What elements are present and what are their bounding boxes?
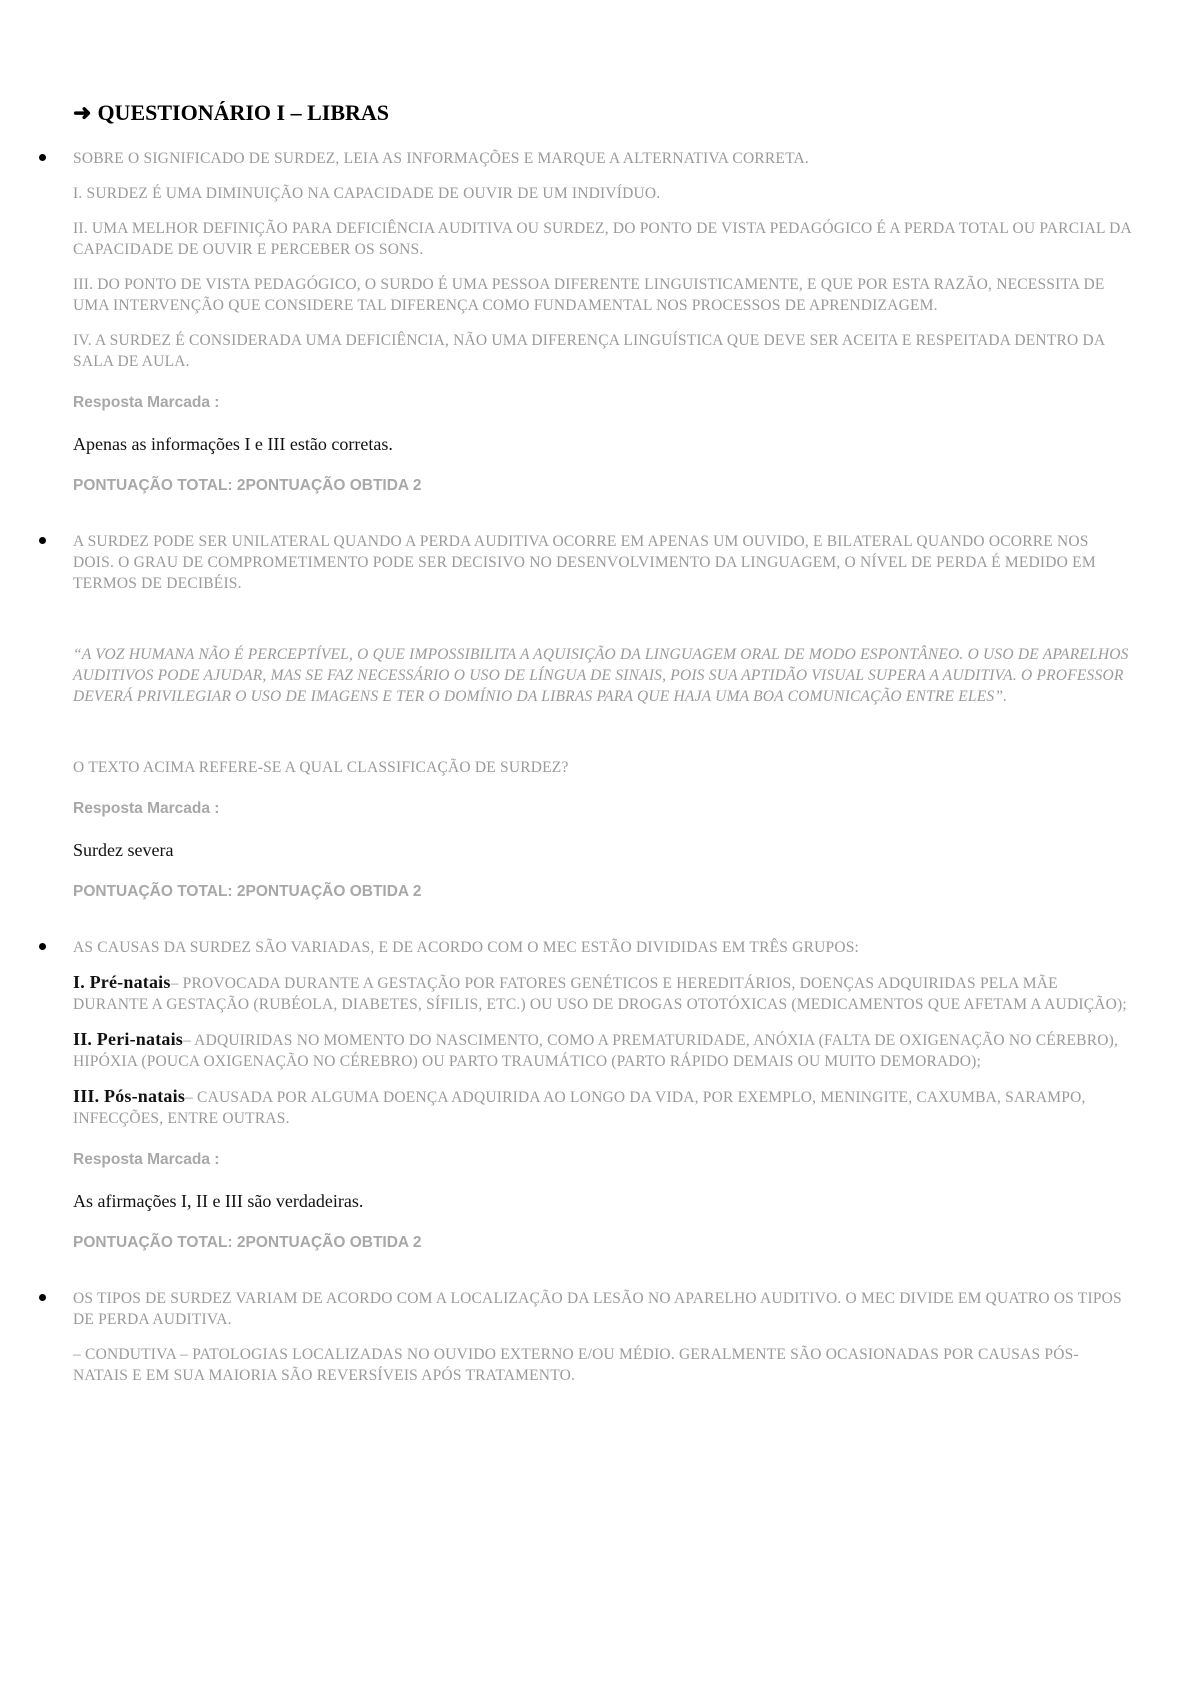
arrow-right-icon: ➜ (73, 100, 92, 125)
question-1-item-2: II. UMA MELHOR DEFINIÇÃO PARA DEFICIÊNCIA AUDITIVA OU SURDEZ, DO PONTO DE VISTA PEDAGÓGICO É A PERDA TOTAL OU PARCIAL DA CAPACIDADE DE OUVIR E PERCEBER OS SONS. (73, 220, 1132, 259)
question-1-item-1: I. SURDEZ É UMA DIMINUIÇÃO NA CAPACIDADE DE OUVIR DE UM INDIVÍDUO. (73, 185, 661, 203)
cause-name: III. Pós-natais (73, 1086, 186, 1107)
question-2-score: PONTUAÇÃO TOTAL: 2PONTUAÇÃO OBTIDA 2 (73, 883, 422, 901)
cause-name: I. Pré-natais (73, 972, 171, 993)
cause-text: – ADQUIRIDAS NO MOMENTO DO NASCIMENTO, COMO A PREMATURIDADE, ANÓXIA (FALTA DE OXIGENAÇÃO NO CÉREBRO), HIPÓXIA (POUCA OXIGENAÇÃO NO CÉREBRO) OU PARTO TRAUMÁTICO (PARTO RÁPIDO DEMAIS OU MUITO DEMORADO); (73, 1032, 1119, 1071)
bullet-icon (39, 154, 46, 161)
page-title (73, 100, 1133, 126)
question-3-score: PONTUAÇÃO TOTAL: 2PONTUAÇÃO OBTIDA 2 (73, 1234, 422, 1252)
question-2-answer: Surdez severa (73, 840, 174, 861)
question-2-quote: “A VOZ HUMANA NÃO É PERCEPTÍVEL, O QUE IMPOSSIBILITA A AQUISIÇÃO DA LINGUAGEM ORAL DE MODO ESPONTÂNEO. O USO DE APARELHOS AUDITIVOS PODE AJUDAR, MAS SE FAZ NECESSÁRIO O USO DE LÍNGUA DE SINAIS, POIS SUA APTIDÃO VISUAL SUPERA A AUDITIVA. O PROFESSOR DEVERÁ PRIVILEGIAR O USO DE IMAGENS E TER O DOMÍNIO DA LIBRAS PARA QUE HAJA UMA BOA COMUNICAÇÃO ENTRE ELES”. (73, 646, 1129, 706)
question-4-intro: OS TIPOS DE SURDEZ VARIAM DE ACORDO COM A LOCALIZAÇÃO DA LESÃO NO APARELHO AUDITIVO. O MEC DIVIDE EM QUATRO OS TIPOS DE PERDA AUDITIVA. (73, 1290, 1122, 1329)
cause-name: II. Peri-natais (73, 1029, 183, 1050)
question-1-item-4: IV. A SURDEZ É CONSIDERADA UMA DEFICIÊNCIA, NÃO UMA DIFERENÇA LINGUÍSTICA QUE DEVE SER ACEITA E RESPEITADA DENTRO DA SALA DE AULA. (73, 332, 1105, 371)
question-3-answer-label: Resposta Marcada : (73, 1151, 220, 1169)
question-4 (73, 1288, 1133, 1386)
question-1-answer-label: Resposta Marcada : (73, 394, 220, 412)
question-2-answer-label: Resposta Marcada : (73, 800, 220, 818)
document-page (73, 100, 1133, 1400)
question-2-question: O TEXTO ACIMA REFERE-SE A QUAL CLASSIFICAÇÃO DE SURDEZ? (73, 759, 569, 777)
cause-text: – CAUSADA POR ALGUMA DOENÇA ADQUIRIDA AO LONGO DA VIDA, POR EXEMPLO, MENINGITE, CAXUMBA, SARAMPO, INFECÇÕES, ENTRE OUTRAS. (73, 1089, 1086, 1128)
page-title-text: QUESTIONÁRIO I – LIBRAS (97, 100, 390, 125)
bullet-icon (39, 1294, 46, 1301)
cause-text: – PROVOCADA DURANTE A GESTAÇÃO POR FATORES GENÉTICOS E HEREDITÁRIOS, DOENÇAS ADQUIRIDAS PELA MÃE DURANTE A GESTAÇÃO (RUBÉOLA, DIABETES, SÍFILIS, ETC.) OU USO DE DROGAS OTOTÓXICAS (MEDICAMENTOS QUE AFETAM A AUDIÇÃO); (73, 975, 1127, 1014)
question-2-intro: A SURDEZ PODE SER UNILATERAL QUANDO A PERDA AUDITIVA OCORRE EM APENAS UM OUVIDO, E BILATERAL QUANDO OCORRE NOS DOIS. O GRAU DE COMPROMETIMENTO PODE SER DECISIVO NO DESENVOLVIMENTO DA LINGUAGEM, O NÍVEL DE PERDA É MEDIDO EM TERMOS DE DECIBÉIS. (73, 533, 1096, 593)
question-3-cause-1 (73, 972, 1133, 1015)
question-1-item-3: III. DO PONTO DE VISTA PEDAGÓGICO, O SURDO É UMA PESSOA DIFERENTE LINGUISTICAMENTE, E QUE POR ESTA RAZÃO, NECESSITA DE UMA INTERVENÇÃO QUE CONSIDERE TAL DIFERENÇA COMO FUNDAMENTAL NOS PROCESSOS DE APRENDIZAGEM. (73, 276, 1105, 315)
question-1 (73, 148, 1133, 495)
question-4-item-1: – CONDUTIVA – PATOLOGIAS LOCALIZADAS NO OUVIDO EXTERNO E/OU MÉDIO. GERALMENTE SÃO OCASIONADAS POR CAUSAS PÓS-NATAIS E EM SUA MAIORIA SÃO REVERSÍVEIS APÓS TRATAMENTO. (73, 1346, 1079, 1385)
question-3-answer: As afirmações I, II e III são verdadeiras. (73, 1191, 364, 1212)
question-2 (73, 531, 1133, 901)
question-1-answer: Apenas as informações I e III estão corretas. (73, 434, 393, 455)
bullet-icon (39, 943, 46, 950)
question-3 (73, 937, 1133, 1252)
bullet-icon (39, 537, 46, 544)
question-1-statement: SOBRE O SIGNIFICADO DE SURDEZ, LEIA AS INFORMAÇÕES E MARQUE A ALTERNATIVA CORRETA. (73, 150, 809, 168)
question-3-intro: AS CAUSAS DA SURDEZ SÃO VARIADAS, E DE ACORDO COM O MEC ESTÃO DIVIDIDAS EM TRÊS GRUPOS: (73, 939, 860, 957)
question-1-score: PONTUAÇÃO TOTAL: 2PONTUAÇÃO OBTIDA 2 (73, 477, 422, 495)
question-3-cause-3 (73, 1086, 1133, 1129)
question-3-cause-2 (73, 1029, 1133, 1072)
